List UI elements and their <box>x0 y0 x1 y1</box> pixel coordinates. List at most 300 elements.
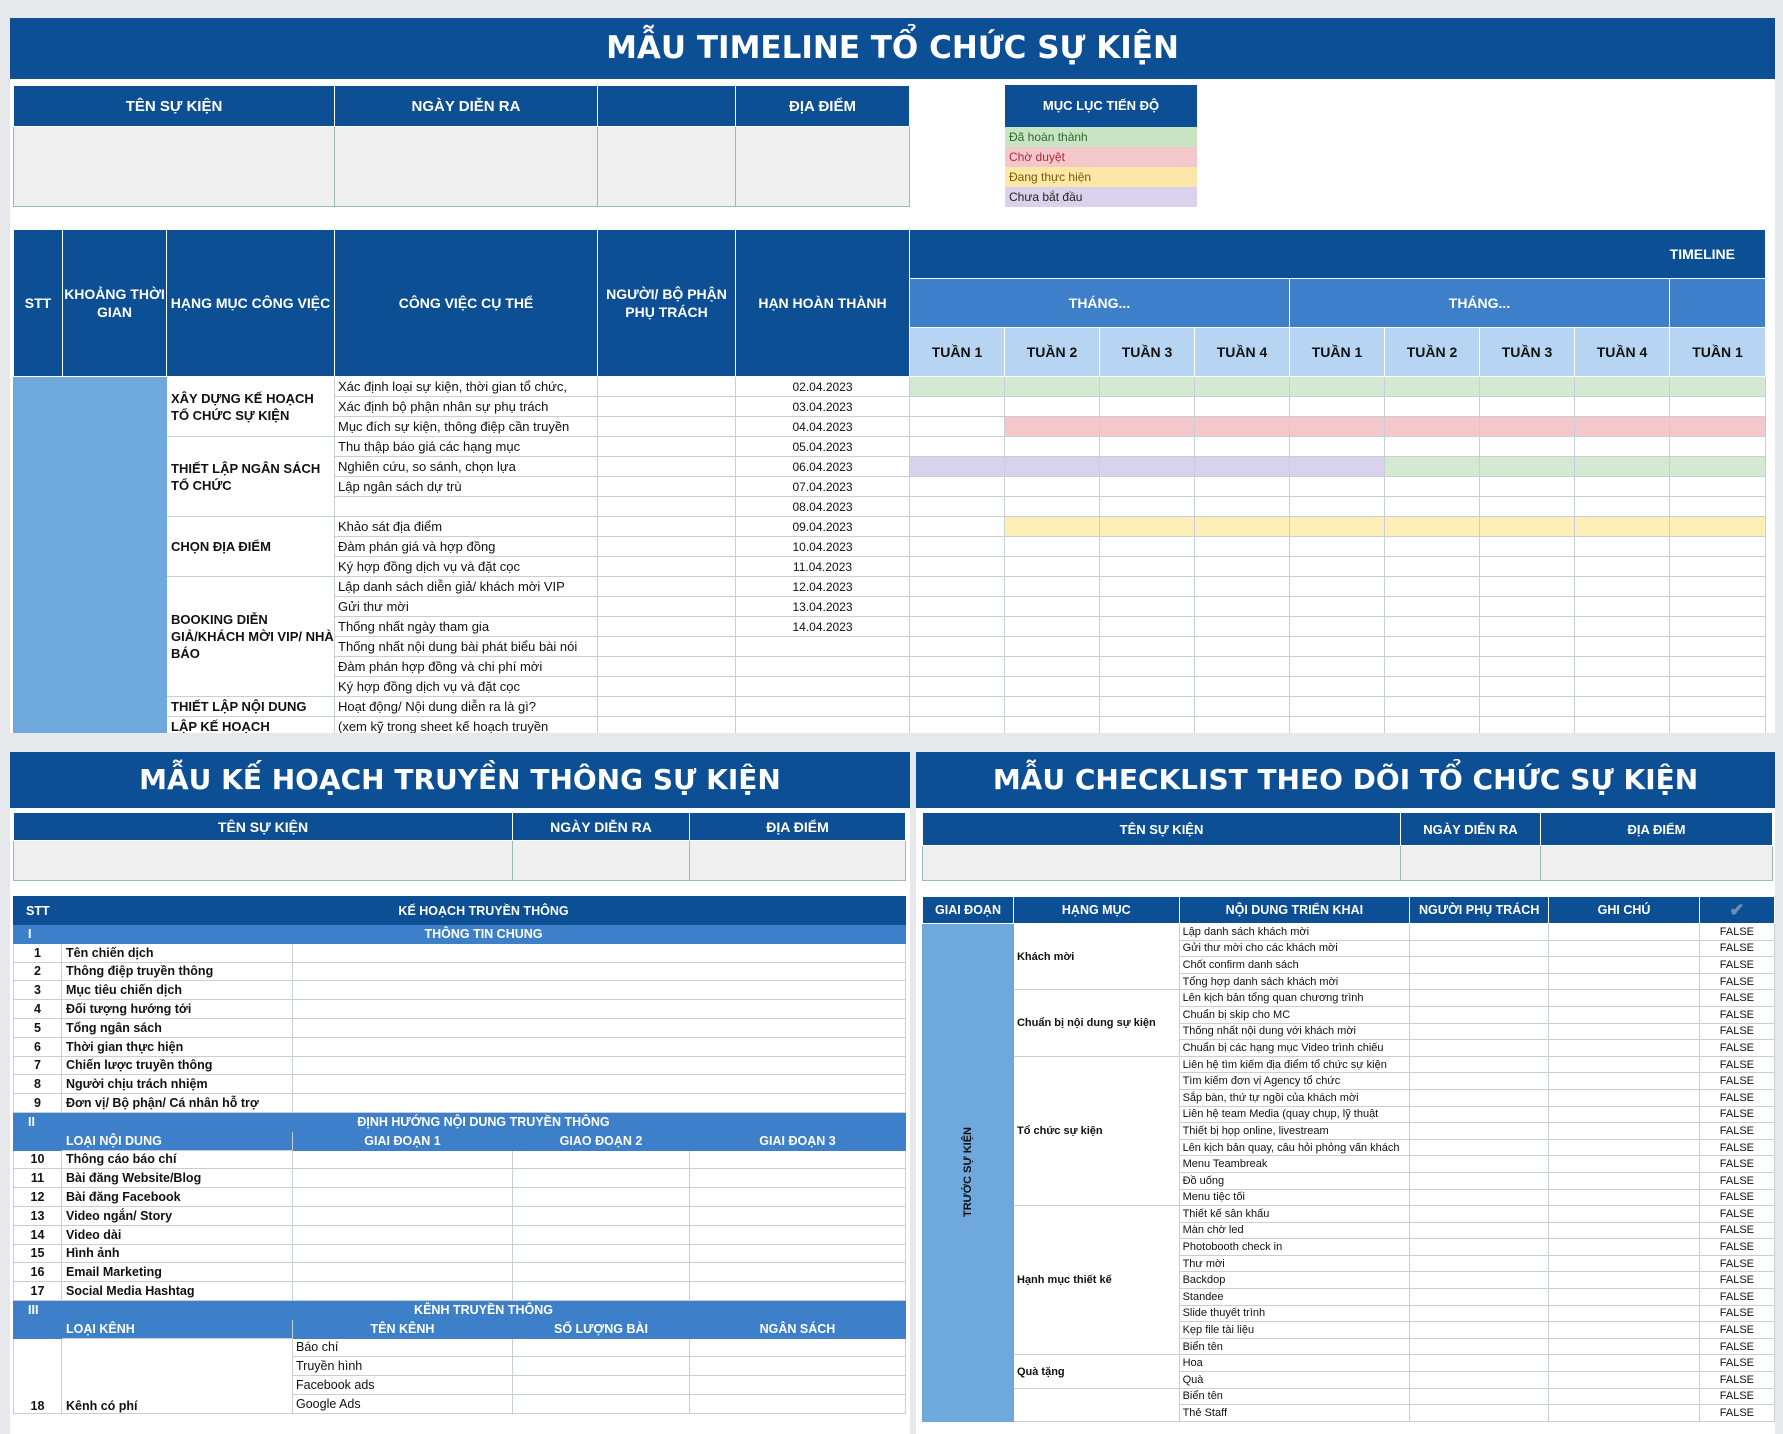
week-cell[interactable] <box>910 537 1005 557</box>
week-cell[interactable] <box>1385 697 1480 717</box>
row-value[interactable] <box>293 962 906 981</box>
content-cell[interactable]: Tổng hợp danh sách khách mời <box>1179 973 1410 990</box>
phase-cell[interactable] <box>513 1225 690 1244</box>
budget-cell[interactable] <box>690 1338 906 1357</box>
owner-cell[interactable] <box>1410 1106 1549 1123</box>
phase-cell[interactable] <box>513 1169 690 1188</box>
week-cell[interactable] <box>1100 577 1195 597</box>
content-cell[interactable]: Menu Teambreak <box>1179 1156 1410 1173</box>
week-cell[interactable] <box>1670 477 1766 497</box>
week-cell[interactable] <box>1195 477 1290 497</box>
note-cell[interactable] <box>1549 1006 1700 1023</box>
deadline-cell[interactable]: 12.04.2023 <box>736 577 910 597</box>
week-cell[interactable] <box>1005 397 1100 417</box>
owner-cell[interactable] <box>598 717 736 734</box>
week-cell[interactable] <box>1100 657 1195 677</box>
phase-cell[interactable] <box>293 1282 513 1301</box>
week-cell[interactable] <box>1290 477 1385 497</box>
checkbox-cell[interactable]: FALSE <box>1699 1355 1774 1372</box>
week-cell[interactable] <box>1670 537 1766 557</box>
checkbox-cell[interactable]: FALSE <box>1699 990 1774 1007</box>
deadline-cell[interactable] <box>736 697 910 717</box>
week-cell[interactable] <box>1195 557 1290 577</box>
checkbox-cell[interactable]: FALSE <box>1699 973 1774 990</box>
owner-cell[interactable] <box>1410 940 1549 957</box>
week-cell[interactable] <box>1480 557 1575 577</box>
row-value[interactable] <box>293 981 906 1000</box>
week-cell[interactable] <box>1195 717 1290 734</box>
note-cell[interactable] <box>1549 1372 1700 1389</box>
deadline-cell[interactable] <box>736 657 910 677</box>
week-cell[interactable] <box>910 717 1005 734</box>
deadline-cell[interactable]: 02.04.2023 <box>736 377 910 397</box>
week-cell[interactable] <box>1575 477 1670 497</box>
week-cell[interactable] <box>1005 457 1100 477</box>
week-cell[interactable] <box>1385 657 1480 677</box>
phase-cell[interactable] <box>293 1225 513 1244</box>
week-cell[interactable] <box>1670 677 1766 697</box>
note-cell[interactable] <box>1549 1405 1700 1422</box>
week-cell[interactable] <box>1005 477 1100 497</box>
event-date-cell[interactable] <box>335 127 598 207</box>
checkbox-cell[interactable]: FALSE <box>1699 1139 1774 1156</box>
deadline-cell[interactable]: 10.04.2023 <box>736 537 910 557</box>
checkbox-cell[interactable]: FALSE <box>1699 1222 1774 1239</box>
week-cell[interactable] <box>1670 437 1766 457</box>
deadline-cell[interactable]: 11.04.2023 <box>736 557 910 577</box>
week-cell[interactable] <box>1100 377 1195 397</box>
week-cell[interactable] <box>1385 577 1480 597</box>
week-cell[interactable] <box>1575 677 1670 697</box>
content-cell[interactable]: Thống nhất nội dung với khách mời <box>1179 1023 1410 1040</box>
week-cell[interactable] <box>1575 657 1670 677</box>
checkbox-cell[interactable]: FALSE <box>1699 1372 1774 1389</box>
checkbox-cell[interactable]: FALSE <box>1699 1388 1774 1405</box>
week-cell[interactable] <box>1290 457 1385 477</box>
week-cell[interactable] <box>1575 517 1670 537</box>
phase-cell[interactable] <box>293 1169 513 1188</box>
week-cell[interactable] <box>1005 597 1100 617</box>
checkbox-cell[interactable]: FALSE <box>1699 957 1774 974</box>
checklist-event-location-cell[interactable] <box>1541 846 1773 881</box>
content-cell[interactable]: Chốt confirm danh sách <box>1179 957 1410 974</box>
deadline-cell[interactable] <box>736 717 910 734</box>
owner-cell[interactable] <box>598 537 736 557</box>
post-count-cell[interactable] <box>513 1394 690 1413</box>
owner-cell[interactable] <box>1410 1123 1549 1140</box>
owner-cell[interactable] <box>598 497 736 517</box>
content-cell[interactable]: Quà <box>1179 1372 1410 1389</box>
week-cell[interactable] <box>1575 537 1670 557</box>
owner-cell[interactable] <box>598 417 736 437</box>
phase-cell[interactable] <box>690 1150 906 1169</box>
checkbox-cell[interactable]: FALSE <box>1699 1405 1774 1422</box>
phase-cell[interactable] <box>690 1263 906 1282</box>
week-cell[interactable] <box>1670 457 1766 477</box>
phase-cell[interactable] <box>293 1150 513 1169</box>
week-cell[interactable] <box>1100 457 1195 477</box>
week-cell[interactable] <box>1575 697 1670 717</box>
week-cell[interactable] <box>1670 697 1766 717</box>
checkbox-cell[interactable]: FALSE <box>1699 940 1774 957</box>
week-cell[interactable] <box>1290 637 1385 657</box>
week-cell[interactable] <box>1385 557 1480 577</box>
task-cell[interactable]: (xem kỹ trong sheet kế hoạch truyền <box>335 717 598 734</box>
checklist-event-date-cell[interactable] <box>1401 846 1541 881</box>
week-cell[interactable] <box>1575 637 1670 657</box>
content-cell[interactable]: Lập danh sách khách mời <box>1179 924 1410 941</box>
week-cell[interactable] <box>910 477 1005 497</box>
note-cell[interactable] <box>1549 1073 1700 1090</box>
post-count-cell[interactable] <box>513 1338 690 1357</box>
task-cell[interactable]: Lập danh sách diễn giả/ khách mời VIP <box>335 577 598 597</box>
week-cell[interactable] <box>1385 597 1480 617</box>
week-cell[interactable] <box>1670 397 1766 417</box>
deadline-cell[interactable]: 06.04.2023 <box>736 457 910 477</box>
checkbox-cell[interactable]: FALSE <box>1699 924 1774 941</box>
owner-cell[interactable] <box>598 697 736 717</box>
week-cell[interactable] <box>1670 577 1766 597</box>
week-cell[interactable] <box>910 697 1005 717</box>
note-cell[interactable] <box>1549 1388 1700 1405</box>
owner-cell[interactable] <box>598 377 736 397</box>
week-cell[interactable] <box>1385 477 1480 497</box>
channel-name[interactable]: Google Ads <box>293 1394 513 1413</box>
note-cell[interactable] <box>1549 1338 1700 1355</box>
phase-cell[interactable] <box>513 1206 690 1225</box>
content-cell[interactable]: Biển tên <box>1179 1338 1410 1355</box>
phase-cell[interactable] <box>513 1244 690 1263</box>
phase-cell[interactable] <box>690 1282 906 1301</box>
event-name-cell[interactable] <box>14 127 335 207</box>
owner-cell[interactable] <box>1410 1255 1549 1272</box>
post-count-cell[interactable] <box>513 1376 690 1395</box>
owner-cell[interactable] <box>598 477 736 497</box>
week-cell[interactable] <box>1385 637 1480 657</box>
comm-event-location-cell[interactable] <box>690 841 906 881</box>
task-cell[interactable]: Hoạt động/ Nội dung diễn ra là gì? <box>335 697 598 717</box>
week-cell[interactable] <box>910 637 1005 657</box>
deadline-cell[interactable]: 04.04.2023 <box>736 417 910 437</box>
owner-cell[interactable] <box>1410 1172 1549 1189</box>
phase-cell[interactable] <box>690 1188 906 1207</box>
checklist-event-name-cell[interactable] <box>923 846 1401 881</box>
row-value[interactable] <box>293 1018 906 1037</box>
week-cell[interactable] <box>1195 417 1290 437</box>
checkbox-cell[interactable]: FALSE <box>1699 1189 1774 1206</box>
row-value[interactable] <box>293 1075 906 1094</box>
week-cell[interactable] <box>1195 697 1290 717</box>
owner-cell[interactable] <box>1410 1222 1549 1239</box>
week-cell[interactable] <box>1195 617 1290 637</box>
note-cell[interactable] <box>1549 1089 1700 1106</box>
week-cell[interactable] <box>1480 697 1575 717</box>
content-cell[interactable]: Kẹp file tài liệu <box>1179 1322 1410 1339</box>
week-cell[interactable] <box>910 457 1005 477</box>
event-location-cell[interactable] <box>736 127 910 207</box>
week-cell[interactable] <box>1100 477 1195 497</box>
note-cell[interactable] <box>1549 1156 1700 1173</box>
note-cell[interactable] <box>1549 1172 1700 1189</box>
week-cell[interactable] <box>1385 717 1480 734</box>
phase-cell[interactable] <box>513 1188 690 1207</box>
week-cell[interactable] <box>910 397 1005 417</box>
owner-cell[interactable] <box>1410 1289 1549 1306</box>
week-cell[interactable] <box>1100 397 1195 417</box>
owner-cell[interactable] <box>598 637 736 657</box>
checkbox-cell[interactable]: FALSE <box>1699 1239 1774 1256</box>
task-cell[interactable]: Đàm phán hợp đồng và chi phí mời <box>335 657 598 677</box>
note-cell[interactable] <box>1549 957 1700 974</box>
owner-cell[interactable] <box>1410 990 1549 1007</box>
note-cell[interactable] <box>1549 924 1700 941</box>
week-cell[interactable] <box>1005 637 1100 657</box>
phase-cell[interactable] <box>293 1206 513 1225</box>
content-cell[interactable]: Chuẩn bị các hạng mục Video trình chiếu <box>1179 1040 1410 1057</box>
week-cell[interactable] <box>1195 497 1290 517</box>
checkbox-cell[interactable]: FALSE <box>1699 1023 1774 1040</box>
week-cell[interactable] <box>1575 597 1670 617</box>
task-cell[interactable]: Đàm phán giá và hợp đồng <box>335 537 598 557</box>
owner-cell[interactable] <box>1410 1089 1549 1106</box>
week-cell[interactable] <box>1385 437 1480 457</box>
week-cell[interactable] <box>910 517 1005 537</box>
content-cell[interactable]: Màn chờ led <box>1179 1222 1410 1239</box>
week-cell[interactable] <box>1290 557 1385 577</box>
phase-cell[interactable] <box>513 1150 690 1169</box>
owner-cell[interactable] <box>598 657 736 677</box>
week-cell[interactable] <box>1100 417 1195 437</box>
content-cell[interactable]: Lên kịch bản tổng quan chương trình <box>1179 990 1410 1007</box>
deadline-cell[interactable] <box>736 637 910 657</box>
week-cell[interactable] <box>1005 717 1100 734</box>
week-cell[interactable] <box>1575 397 1670 417</box>
week-cell[interactable] <box>1385 537 1480 557</box>
note-cell[interactable] <box>1549 1255 1700 1272</box>
phase-cell[interactable] <box>513 1263 690 1282</box>
row-value[interactable] <box>293 1056 906 1075</box>
task-cell[interactable]: Xác định loại sự kiện, thời gian tổ chức, <box>335 377 598 397</box>
channel-name[interactable]: Facebook ads <box>293 1376 513 1395</box>
week-cell[interactable] <box>1100 497 1195 517</box>
week-cell[interactable] <box>1670 657 1766 677</box>
week-cell[interactable] <box>1290 417 1385 437</box>
deadline-cell[interactable]: 08.04.2023 <box>736 497 910 517</box>
week-cell[interactable] <box>1670 637 1766 657</box>
week-cell[interactable] <box>1670 517 1766 537</box>
post-count-cell[interactable] <box>513 1357 690 1376</box>
week-cell[interactable] <box>910 597 1005 617</box>
week-cell[interactable] <box>910 417 1005 437</box>
row-value[interactable] <box>293 1000 906 1019</box>
owner-cell[interactable] <box>598 617 736 637</box>
week-cell[interactable] <box>1575 417 1670 437</box>
week-cell[interactable] <box>1385 517 1480 537</box>
checkbox-cell[interactable]: FALSE <box>1699 1172 1774 1189</box>
content-cell[interactable]: Thiết kế sân khấu <box>1179 1206 1410 1223</box>
phase-cell[interactable] <box>293 1244 513 1263</box>
week-cell[interactable] <box>1480 517 1575 537</box>
week-cell[interactable] <box>1195 677 1290 697</box>
week-cell[interactable] <box>1005 557 1100 577</box>
week-cell[interactable] <box>1575 617 1670 637</box>
task-cell[interactable]: Ký hợp đồng dịch vụ và đặt cọc <box>335 677 598 697</box>
note-cell[interactable] <box>1549 1123 1700 1140</box>
content-cell[interactable]: Thiết bị họp online, livestream <box>1179 1123 1410 1140</box>
owner-cell[interactable] <box>1410 1239 1549 1256</box>
note-cell[interactable] <box>1549 1355 1700 1372</box>
row-value[interactable] <box>293 943 906 962</box>
owner-cell[interactable] <box>1410 1056 1549 1073</box>
owner-cell[interactable] <box>1410 1388 1549 1405</box>
deadline-cell[interactable] <box>736 677 910 697</box>
week-cell[interactable] <box>1480 577 1575 597</box>
week-cell[interactable] <box>1480 457 1575 477</box>
checkbox-cell[interactable]: FALSE <box>1699 1123 1774 1140</box>
week-cell[interactable] <box>1100 677 1195 697</box>
checkbox-cell[interactable]: FALSE <box>1699 1156 1774 1173</box>
owner-cell[interactable] <box>598 437 736 457</box>
week-cell[interactable] <box>1005 377 1100 397</box>
content-cell[interactable]: Sắp bàn, thứ tự ngồi của khách mời <box>1179 1089 1410 1106</box>
week-cell[interactable] <box>1195 437 1290 457</box>
task-cell[interactable]: Mục đích sự kiện, thông điệp cần truyền <box>335 417 598 437</box>
content-cell[interactable]: Slide thuyết trình <box>1179 1305 1410 1322</box>
week-cell[interactable] <box>1575 457 1670 477</box>
week-cell[interactable] <box>1575 577 1670 597</box>
row-value[interactable] <box>293 1037 906 1056</box>
checkbox-cell[interactable]: FALSE <box>1699 1255 1774 1272</box>
week-cell[interactable] <box>1290 377 1385 397</box>
content-cell[interactable]: Photobooth check in <box>1179 1239 1410 1256</box>
owner-cell[interactable] <box>1410 1206 1549 1223</box>
task-cell[interactable]: Lập ngân sách dự trù <box>335 477 598 497</box>
owner-cell[interactable] <box>598 577 736 597</box>
content-cell[interactable]: Liên hệ tìm kiếm địa điểm tổ chức sự kiện <box>1179 1056 1410 1073</box>
owner-cell[interactable] <box>598 457 736 477</box>
channel-name[interactable]: Báo chí <box>293 1338 513 1357</box>
owner-cell[interactable] <box>1410 1006 1549 1023</box>
checkbox-cell[interactable]: FALSE <box>1699 1338 1774 1355</box>
week-cell[interactable] <box>1480 617 1575 637</box>
checkbox-cell[interactable]: FALSE <box>1699 1056 1774 1073</box>
budget-cell[interactable] <box>690 1357 906 1376</box>
note-cell[interactable] <box>1549 1289 1700 1306</box>
week-cell[interactable] <box>1385 617 1480 637</box>
week-cell[interactable] <box>1100 617 1195 637</box>
note-cell[interactable] <box>1549 990 1700 1007</box>
owner-cell[interactable] <box>1410 1405 1549 1422</box>
week-cell[interactable] <box>1100 537 1195 557</box>
week-cell[interactable] <box>1195 517 1290 537</box>
week-cell[interactable] <box>1005 697 1100 717</box>
week-cell[interactable] <box>1670 617 1766 637</box>
week-cell[interactable] <box>1005 577 1100 597</box>
week-cell[interactable] <box>1480 717 1575 734</box>
content-cell[interactable]: Menu tiệc tối <box>1179 1189 1410 1206</box>
owner-cell[interactable] <box>1410 1040 1549 1057</box>
note-cell[interactable] <box>1549 1305 1700 1322</box>
week-cell[interactable] <box>1005 437 1100 457</box>
note-cell[interactable] <box>1549 1206 1700 1223</box>
content-cell[interactable]: Biển tên <box>1179 1388 1410 1405</box>
week-cell[interactable] <box>1005 677 1100 697</box>
comm-event-date-cell[interactable] <box>513 841 690 881</box>
week-cell[interactable] <box>1005 517 1100 537</box>
week-cell[interactable] <box>1005 617 1100 637</box>
owner-cell[interactable] <box>1410 1272 1549 1289</box>
channel-name[interactable]: Truyền hình <box>293 1357 513 1376</box>
week-cell[interactable] <box>1290 517 1385 537</box>
week-cell[interactable] <box>1670 417 1766 437</box>
week-cell[interactable] <box>1005 417 1100 437</box>
week-cell[interactable] <box>910 677 1005 697</box>
owner-cell[interactable] <box>1410 957 1549 974</box>
week-cell[interactable] <box>1575 557 1670 577</box>
week-cell[interactable] <box>1290 717 1385 734</box>
week-cell[interactable] <box>910 617 1005 637</box>
week-cell[interactable] <box>1480 477 1575 497</box>
task-cell[interactable]: Ký hợp đồng dịch vụ và đặt cọc <box>335 557 598 577</box>
week-cell[interactable] <box>1290 437 1385 457</box>
week-cell[interactable] <box>1100 637 1195 657</box>
row-value[interactable] <box>293 1094 906 1113</box>
week-cell[interactable] <box>1195 397 1290 417</box>
week-cell[interactable] <box>1575 717 1670 734</box>
week-cell[interactable] <box>1575 497 1670 517</box>
week-cell[interactable] <box>1195 377 1290 397</box>
note-cell[interactable] <box>1549 1272 1700 1289</box>
deadline-cell[interactable]: 09.04.2023 <box>736 517 910 537</box>
content-cell[interactable]: Đồ uống <box>1179 1172 1410 1189</box>
content-cell[interactable]: Liên hệ team Media (quay chụp, lỹ thuật <box>1179 1106 1410 1123</box>
week-cell[interactable] <box>1195 637 1290 657</box>
week-cell[interactable] <box>1480 397 1575 417</box>
week-cell[interactable] <box>1480 597 1575 617</box>
checkbox-cell[interactable]: FALSE <box>1699 1272 1774 1289</box>
week-cell[interactable] <box>910 557 1005 577</box>
week-cell[interactable] <box>1100 517 1195 537</box>
note-cell[interactable] <box>1549 1139 1700 1156</box>
content-cell[interactable]: Backdop <box>1179 1272 1410 1289</box>
week-cell[interactable] <box>1290 397 1385 417</box>
week-cell[interactable] <box>1670 377 1766 397</box>
task-cell[interactable]: Thống nhất ngày tham gia <box>335 617 598 637</box>
week-cell[interactable] <box>1290 697 1385 717</box>
checkbox-cell[interactable]: FALSE <box>1699 1322 1774 1339</box>
phase-cell[interactable] <box>513 1282 690 1301</box>
budget-cell[interactable] <box>690 1394 906 1413</box>
week-cell[interactable] <box>1005 657 1100 677</box>
week-cell[interactable] <box>1100 597 1195 617</box>
week-cell[interactable] <box>1480 657 1575 677</box>
week-cell[interactable] <box>1290 537 1385 557</box>
owner-cell[interactable] <box>1410 1023 1549 1040</box>
week-cell[interactable] <box>1385 417 1480 437</box>
content-cell[interactable]: Thư mời <box>1179 1255 1410 1272</box>
content-cell[interactable]: Lên kịch bản quay, câu hỏi phỏng vấn khách <box>1179 1139 1410 1156</box>
owner-cell[interactable] <box>598 677 736 697</box>
week-cell[interactable] <box>1480 677 1575 697</box>
week-cell[interactable] <box>1100 437 1195 457</box>
note-cell[interactable] <box>1549 1023 1700 1040</box>
week-cell[interactable] <box>1385 677 1480 697</box>
deadline-cell[interactable]: 14.04.2023 <box>736 617 910 637</box>
week-cell[interactable] <box>1290 677 1385 697</box>
owner-cell[interactable] <box>598 517 736 537</box>
checkbox-cell[interactable]: FALSE <box>1699 1006 1774 1023</box>
content-cell[interactable]: Chuẩn bị skip cho MC <box>1179 1006 1410 1023</box>
